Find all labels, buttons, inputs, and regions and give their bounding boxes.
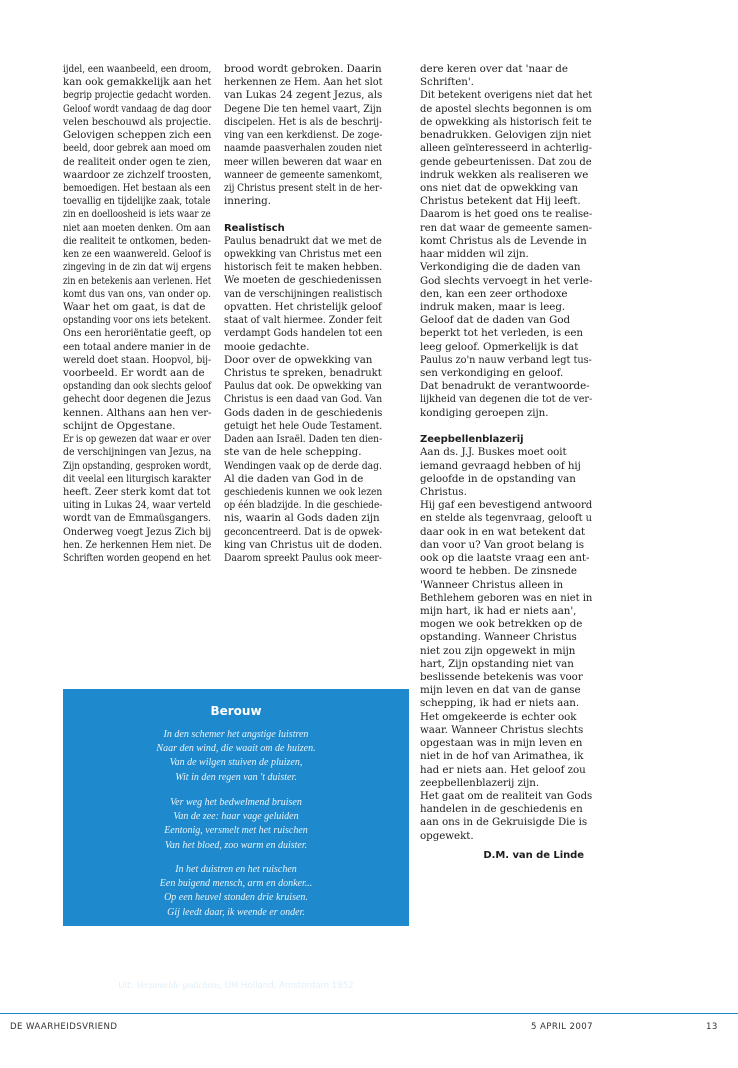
text-line: mijn hart, ik had er niets aan', [420,604,577,617]
section-heading-realistisch: Realistisch [224,222,285,234]
text-line: ste van de hele schepping. [224,446,362,459]
text-line: begrip projectie gedacht worden. [63,89,211,102]
text-line: Aan ds. J.J. Buskes moet ooit [420,446,567,459]
text-line: beslissende betekenis was voor [420,671,583,684]
text-line: Geloof dat de daden van God [420,314,571,327]
text-line: dit veelal een liturgisch karakter [63,472,211,485]
text-line: 'Wanneer Christus alleen in [420,578,564,591]
text-line: de realiteit onder ogen te zien, [63,155,211,168]
text-line: Al die daden van God in de [224,472,364,485]
text-line: de verschijningen van Jezus, na [63,446,212,459]
text-line: Bethlehem geboren was en niet in [420,591,593,604]
text-line: getuigt het hele Oude Testament. [224,419,383,432]
poem-stanza-3 [63,863,409,920]
text-line: heeft. Zeer sterk komt dat tot [63,486,211,498]
poem-line: In het duistren en het ruischen [175,864,297,875]
text-line: wanneer de gemeente samenkomt, [224,168,383,181]
text-line: geschiedenis kunnen we ook lezen [224,485,383,498]
text-line: zingeving in de zin dat wij ergens [63,261,212,274]
text-line: opwekking van Christus met een [224,248,382,261]
text-line: staat of valt hiermee. Zonder feit [224,314,383,327]
text-line: hen. Ze herkennen Hem niet. De [63,538,212,551]
text-line: komt Christus als de Levende in [420,234,587,247]
text-line: komt dus van ons, van onder op. [63,287,212,300]
text-line: Christus is een daad van God. Van [224,393,383,406]
article-column-3 [420,63,592,862]
text-line: Gods daden in de geschiedenis [224,406,383,419]
text-line: ijdel, een waanbeeld, een droom, [63,63,212,75]
text-line: schijnt de Opgestane. [63,419,176,432]
poem-line: In den schemer het angstige luistren [163,729,309,740]
text-line: de opwekking als historisch feit te [420,115,592,128]
footer-publication: DE WAARHEIDSVRIEND [10,1022,118,1032]
text-line: opstanding. Wanneer Christus [420,631,577,644]
text-line: beeld, door gebrek aan moed om [63,142,211,155]
text-line: handelen in de geschiedenis en [420,803,583,816]
text-line: schepping, ik had er niets aan. [420,697,580,710]
text-line: niet in de hof van Arimathea, ik [420,750,584,763]
text-line: beperkt tot het verleden, is een [420,327,583,340]
poem-box [63,689,409,991]
poem-line: Gij leedt daar, ik weende er onder. [167,906,305,918]
poem-line: Naar den wind, die waait om de huizen. [156,743,316,755]
footer-date: 5 APRIL 2007 [531,1022,593,1032]
text-line: Daarom spreekt Paulus ook meer- [224,552,382,565]
article-column-2 [224,63,382,565]
poem-source-prefix: Uit: [118,981,137,991]
text-line: Degene Die ten hemel vaart, Zijn [224,102,382,115]
text-line: Daden aan Israël. Daden ten dien- [224,433,383,446]
poem-source-details: , UM Holland, Amsterdam 1952 [219,981,354,991]
text-line: God slechts vervoegt in het verle- [420,274,593,287]
poem-line: Een buigend mensch, arm en donker... [159,878,313,890]
footer-rule [0,1013,738,1014]
text-line: aan ons in de Gekruisigde Die is [420,816,588,829]
text-line: voorbeeld. Er wordt aan de [63,367,205,380]
text-line: Door over de opwekking van [224,353,373,366]
text-line: kondiging geroepen zijn. [420,406,549,419]
text-line: daar ook in en wat betekent dat [420,525,586,538]
text-line: de apostel slechts begonnen is om [420,102,592,115]
text-line: lijkheid van degenen die tot de ver- [420,393,593,406]
text-line: had er niets aan. Het geloof zou [420,763,586,776]
text-line: verdampt Gods handelen tot een [224,327,383,340]
author-signature: D.M. van de Linde [483,849,584,861]
text-line: op één bladzijde. In die geschiede- [224,499,383,512]
poem-source [63,981,409,991]
text-line: ving van een kerkdienst. De zoge- [224,129,383,142]
text-line: ren dat waar de gemeente samen- [420,221,592,234]
text-line: haar midden wil zijn. [420,248,529,261]
text-line: Onderweg voegt Jezus Zich bij [63,525,212,538]
text-line: den, kan een zeer orthodoxe [420,287,568,300]
text-line: Schriften worden geopend en het [63,552,211,565]
text-line: die realiteit te ontkomen, beden- [63,234,211,247]
text-line: van Lukas 24 zegent Jezus, als [224,89,383,102]
text-line: Daarom is het goed ons te realise- [420,208,593,221]
text-line: Ons een heroriëntatie geeft, op [63,327,212,340]
text-line: Paulus benadrukt dat we met de [224,234,382,247]
poem-line: Ver weg het bedwelmend bruisen [170,797,302,808]
text-line: benadrukken. Gelovigen zijn niet [420,129,592,142]
text-line: opgestaan was in mijn leven en [420,737,583,750]
text-line: opstanding voor ons iets betekent. [63,314,211,327]
poem-stanza-1 [63,728,409,785]
text-line: niet zou zijn opgewekt in mijn [420,644,576,657]
text-line: Gelovigen scheppen zich een [63,129,212,142]
text-line: Christus te spreken, benadrukt [224,367,382,379]
text-line: discipelen. Het is als de beschrij- [224,115,383,128]
text-line: zin en betekenis aan verlenen. Het [63,274,212,287]
text-line: wereld doet staan. Hoopvol, bij- [63,353,212,366]
text-line: Christus. [420,485,467,498]
text-line: woord te hebben. De zinsnede [420,565,577,578]
text-line: van de verschijningen realistisch [224,287,383,300]
poem-line: Wit in den regen van 't duister. [175,771,297,783]
text-line: Het gaat om de realiteit van Gods [420,790,593,802]
section-heading-zeepbellenblazerij: Zeepbellenblazerij [420,434,524,446]
text-line: ken ze een waanwereld. Geloof is [63,248,212,261]
text-line: dere keren over dat 'naar de [420,63,568,75]
text-line: bemoedigen. Het bestaan als een [63,181,211,194]
text-line: Christus betekent dat Hij leeft. [420,195,581,208]
text-line: leeg geloof. Opmerkelijk is dat [420,340,579,353]
poem-source-title: Verzamelde gedichten [136,981,220,991]
text-line: indruk wekken als realiseren we [420,168,589,181]
text-line: We moeten de geschiedenissen [224,274,382,287]
text-line: Dit betekent overigens niet dat het [420,89,593,102]
text-line: kennen. Althans aan hen ver- [63,406,212,419]
paragraph-gap [420,420,592,433]
text-line: Het omgekeerde is echter ook [420,710,577,723]
text-line: en stelde als tegenvraag, gelooft u [420,512,592,525]
article-column-1 [63,63,211,565]
text-line: toevallig en tijdelijke zaak, totale [63,195,211,208]
text-line: uiting in Lukas 24, waar verteld [63,499,211,512]
poem-line: Op een heuvel stonden drie kruisen. [164,892,308,904]
text-line: historisch feit te maken hebben. [224,261,383,274]
text-line: Waar het om gaat, is dat de [63,300,206,313]
footer-page-number: 13 [706,1022,718,1032]
text-line: gende gebeurtenissen. Dat zou de [420,155,592,168]
text-line: mogen we ook betrekken op de [420,618,583,631]
text-line: herkennen ze Hem. Aan het slot [224,76,383,89]
text-line: Wendingen vaak op de derde dag. [224,459,382,472]
poem-line: Van de wilgen stuiven de pluizen, [169,757,303,769]
text-line: alleen geïnteresseerd in achterlig- [420,142,592,155]
text-line: velen beschouwd als projectie. [63,115,212,128]
text-line: meer willen beweren dat waar en [224,155,382,168]
text-line: Dat benadrukt de verantwoorde- [420,380,590,393]
text-line: iemand gevraagd hebben of hij [420,459,581,472]
text-line: waardoor ze zichzelf troosten, [63,168,212,181]
text-line: opvatten. Het christelijk geloof [224,300,382,313]
text-line: wordt van de Emmaüsgangers. [63,512,212,525]
poem-stanza-2 [63,796,409,853]
text-line: opstanding dan ook slechts geloof [63,380,212,393]
text-line: geconcentreerd. Dat is de opwek- [224,525,383,538]
text-line: innering. [224,195,271,208]
text-line: sen verkondiging en geloof. [420,367,564,380]
text-line: naamde paasverhalen zouden niet [224,142,383,155]
text-line: gehecht door degenen die Jezus [63,393,211,406]
text-line: ook op die laatste vraag een ant- [420,552,590,565]
text-line: brood wordt gebroken. Daarin [224,63,382,75]
text-line: kan ook gemakkelijk aan het [63,76,212,89]
text-line: waar. Wanneer Christus slechts [420,723,584,736]
text-line: Paulus zo'n nauw verband legt tus- [420,353,592,366]
text-line: zij Christus present stelt in de her- [224,181,383,194]
text-line: dan voor u? Van groot belang is [420,538,584,551]
text-line: hart, Zijn opstanding niet van [420,657,574,670]
text-line: Paulus dat ook. De opwekking van [224,380,382,393]
text-line: zeepbellenblazerij zijn. [420,776,540,789]
poem-line: Eentonig, versmelt met het ruischen [164,825,308,837]
text-line: Schriften'. [420,76,474,89]
text-line: een totaal andere manier in de [63,340,211,353]
paragraph-gap [224,208,382,221]
text-line: Zijn opstanding, gesproken wordt, [63,459,212,472]
text-line: Verkondiging die de daden van [420,261,581,274]
text-line: mooie gedachte. [224,340,310,353]
text-line: mijn leven en dat van de ganse [420,684,581,697]
text-line: indruk maken, maar is leeg. [420,300,566,313]
text-line: king van Christus uit de doden. [224,538,383,551]
poem-line: Van de zee: haar vage geluiden [173,811,299,823]
poem-author: Willem de Mérode [188,959,284,971]
text-line: ons niet dat de opwekking van [420,181,579,194]
poem-line: Van het bloed, zoo warm en duister. [164,839,308,851]
text-line: opgewekt. [420,829,474,842]
text-line: Er is op gewezen dat waar er over [63,433,211,446]
text-line: Hij gaf een bevestigend antwoord [420,499,593,512]
text-line: zin en doelloosheid is iets waar ze [63,208,211,221]
text-line: Geloof wordt vandaag de dag door [63,102,212,115]
text-line: nis, waarin al Gods daden zijn [224,512,380,525]
poem-title: Berouw [210,704,262,718]
text-line: geloofde in de opstanding van [420,472,576,485]
text-line: niet aan moeten denken. Om aan [63,221,211,234]
